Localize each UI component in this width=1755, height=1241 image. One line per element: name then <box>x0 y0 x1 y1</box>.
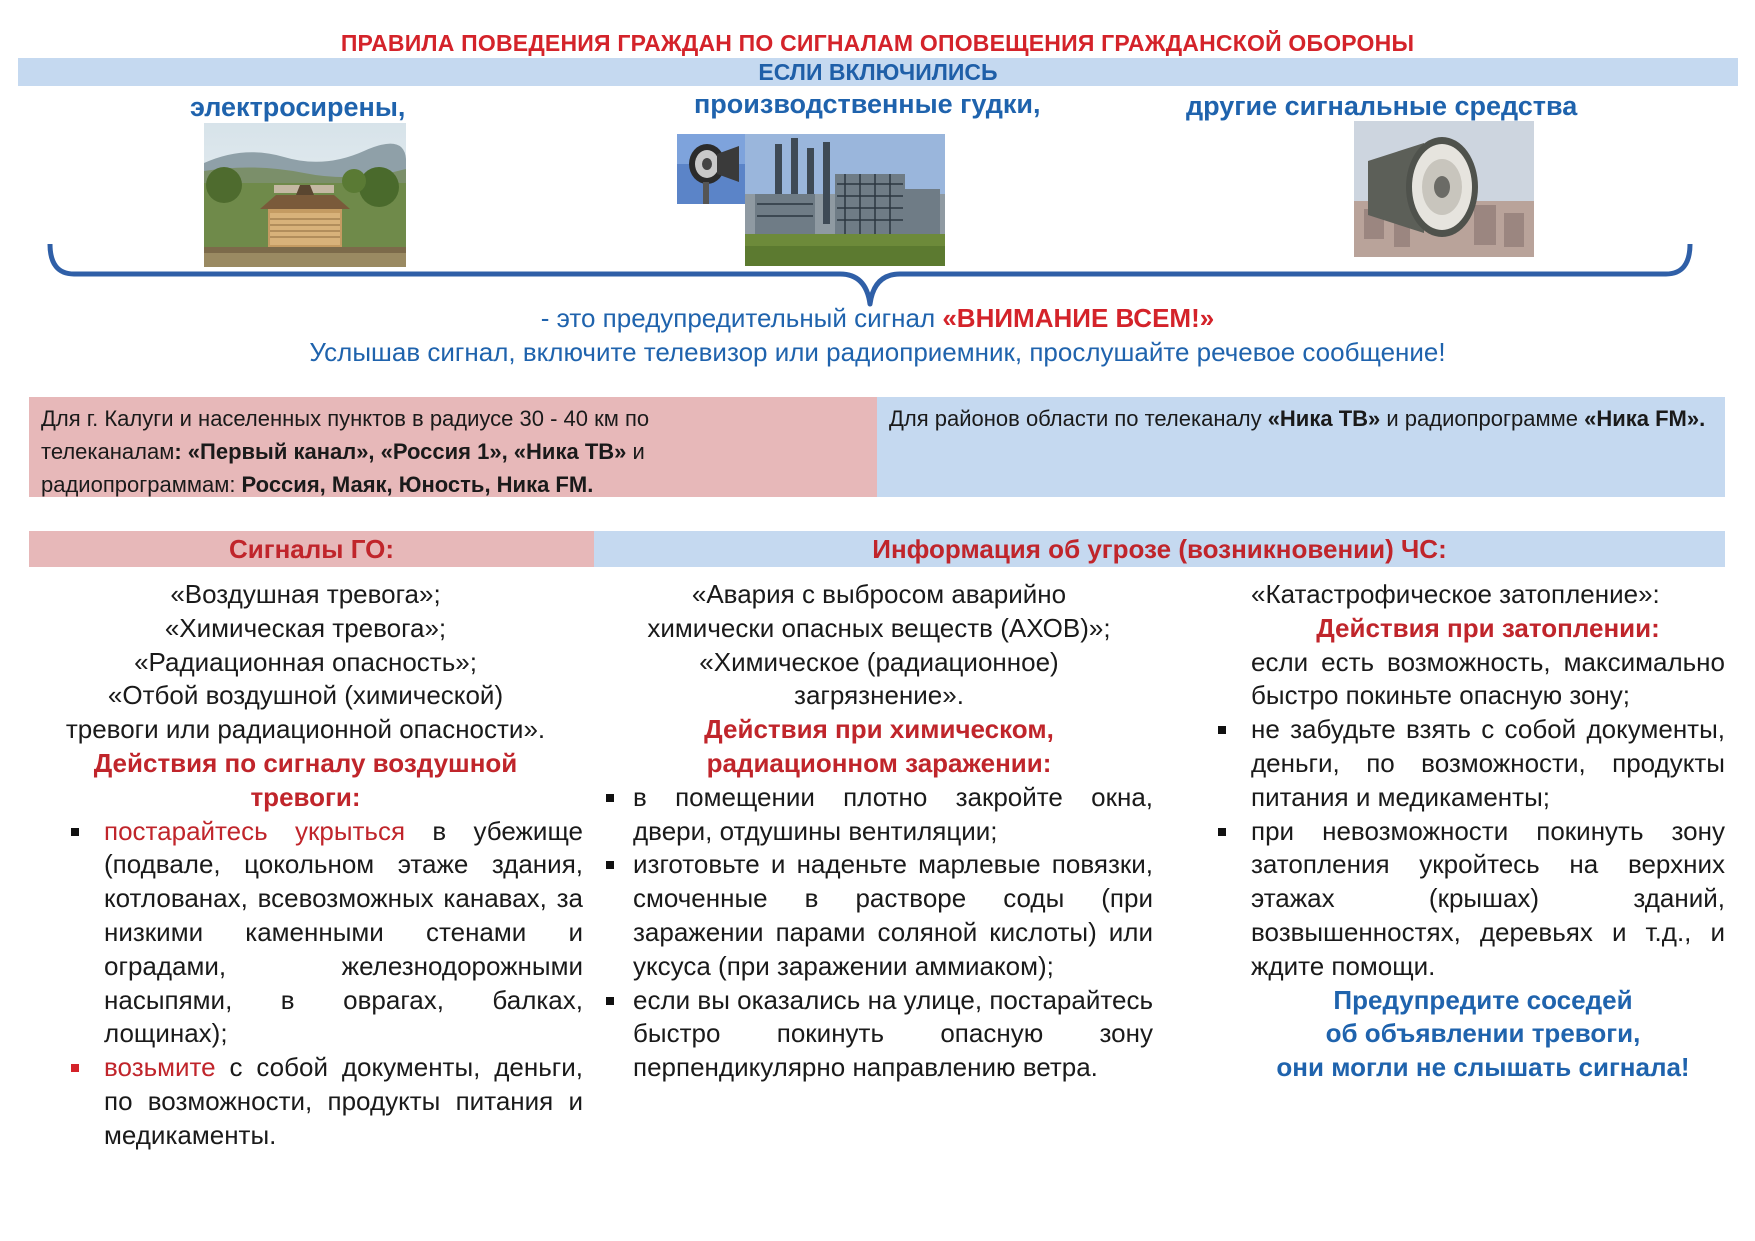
air-raid-actions-list <box>104 815 583 1153</box>
info-left-channels: : «Первый канал», «Россия 1», «Ника ТВ» <box>174 439 627 464</box>
flood-actions-title: Действия при затоплении: <box>1316 612 1660 643</box>
action-text: изготовьте и наденьте марлевые повязки, смоченные в растворе соды (при заражении парами соляной кислоты) или уксуса (при заражении аммиаком); <box>633 849 1153 981</box>
signal-ahov-1: «Авария с выбросом аварийно <box>691 579 1067 609</box>
action-text: если вы оказались на улице, постарайтесь быстро покинуть опасную зону перпендикулярно направлению ветра. <box>633 984 1153 1083</box>
bullet-icon <box>606 997 614 1005</box>
attention-all-text: «ВНИМАНИЕ ВСЕМ!» <box>942 303 1215 333</box>
action-highlight: возьмите <box>104 1052 216 1083</box>
list-item <box>1251 815 1725 984</box>
chemical-actions-list <box>633 781 1153 1085</box>
grouping-brace <box>40 240 1710 312</box>
list-item <box>633 848 1153 983</box>
bullet-icon <box>71 1064 79 1072</box>
warn-neighbors-3: они могли не слышать сигнала! <box>1276 1052 1690 1083</box>
header-emergency-info: Информация об угрозе (возникновении) ЧС: <box>594 531 1725 567</box>
bullet-icon <box>606 794 614 802</box>
info-left-text-1: Для г. Калуги и населенных пунктов в радиусе 30 - 40 км по <box>41 406 650 431</box>
bullet-icon <box>71 828 79 836</box>
listen-instruction: Услышав сигнал, включите телевизор или радиоприемник, прослушайте речевое сообщение! <box>309 337 1446 367</box>
info-right-text-1: Для районов области по телеканалу <box>889 406 1268 431</box>
air-raid-actions-title-2: тревоги: <box>250 781 361 812</box>
info-kaluga-box <box>29 397 877 497</box>
list-item <box>633 984 1153 1085</box>
list-item <box>104 1051 583 1152</box>
signal-contamination-1: «Химическое (радиационное) <box>699 646 1059 677</box>
flood-actions-list <box>1251 713 1725 983</box>
column-go-signals <box>28 578 583 1153</box>
signal-radiation: «Радиационная опасность»; <box>134 646 477 677</box>
info-left-text-4: и <box>626 439 645 464</box>
info-left-text-5: радиопрограммам: <box>41 472 242 497</box>
list-item <box>633 781 1153 849</box>
action-text: при невозможности покинуть зону затопления укройтесь на верхних этажах (крышах) зданий, возвышенностях, деревьях и т.д., и ждите помощи. <box>1251 815 1725 981</box>
action-text: в убежище (подвале, цокольном этаже здания, котлованах, всевозможных канавах, за низкими каменными стенами и оградами, железнодорожными насыпями, в оврагах, балках, лощинах); <box>104 815 583 1049</box>
bullet-icon <box>1218 726 1226 734</box>
signal-flood: «Катастрофическое затопление»: <box>1251 579 1660 609</box>
if-enabled-bar: ЕСЛИ ВКЛЮЧИЛИСЬ <box>18 58 1738 86</box>
action-text: не забудьте взять с собой документы, деньги, по возможности, продукты питания и медикаменты; <box>1251 714 1725 812</box>
signal-ahov-2: химически опасных веществ (АХОВ)»; <box>647 612 1111 643</box>
action-text: в помещении плотно закройте окна, двери, отдушины вентиляции; <box>633 781 1153 846</box>
warning-prefix: - это предупредительный сигнал <box>540 303 943 333</box>
list-item <box>1251 713 1725 814</box>
page-title: ПРАВИЛА ПОВЕДЕНИЯ ГРАЖДАН ПО СИГНАЛАМ ОПОВЕЩЕНИЯ ГРАЖДАНСКОЙ ОБОРОНЫ <box>340 30 1415 56</box>
chemical-actions-title-1: Действия при химическом, <box>704 714 1054 745</box>
info-left-radio: Россия, Маяк, Юность, Ника FM. <box>241 472 594 497</box>
bullet-icon <box>606 861 614 869</box>
action-text: с собой документы, деньги, по возможности, продукты питания и медикаменты. <box>104 1052 583 1150</box>
column-chemical <box>605 578 1153 1085</box>
signal-contamination-2: загрязнение». <box>794 680 964 711</box>
chemical-actions-title-2: радиационном заражении: <box>706 747 1052 778</box>
source-whistles-label: производственные гудки, <box>694 89 1041 119</box>
horn-speaker-photo <box>1354 121 1534 257</box>
signal-chemical: «Химическая тревога»; <box>164 612 447 643</box>
info-right-radio: «Ника FM». <box>1584 406 1706 431</box>
action-highlight: постарайтесь укрыться <box>104 815 406 846</box>
list-item <box>104 815 583 1052</box>
info-left-text-2: телеканалам <box>41 439 175 464</box>
source-sirens-label: электросирены, <box>190 92 406 122</box>
bullet-icon <box>1218 828 1226 836</box>
info-right-text-3: и радиопрограмме <box>1380 406 1585 431</box>
signal-all-clear-2: тревоги или радиационной опасности». <box>65 714 546 745</box>
column-flood <box>1211 578 1725 1085</box>
signal-all-clear-1: «Отбой воздушной (химической) <box>107 680 504 711</box>
info-districts-box <box>877 397 1725 497</box>
warning-line <box>0 303 1755 334</box>
info-right-tv: «Ника ТВ» <box>1267 406 1381 431</box>
warn-neighbors-1: Предупредите соседей <box>1333 984 1633 1015</box>
header-go-signals: Сигналы ГО: <box>29 531 594 567</box>
signal-air-raid: «Воздушная тревога»; <box>170 579 441 609</box>
source-other-label: другие сигнальные средства <box>1186 91 1578 121</box>
flood-intro: если есть возможность, максимально быстро покиньте опасную зону; <box>1251 646 1725 711</box>
air-raid-actions-title-1: Действия по сигналу воздушной <box>93 747 518 778</box>
warn-neighbors-2: об объявлении тревоги, <box>1325 1018 1641 1049</box>
